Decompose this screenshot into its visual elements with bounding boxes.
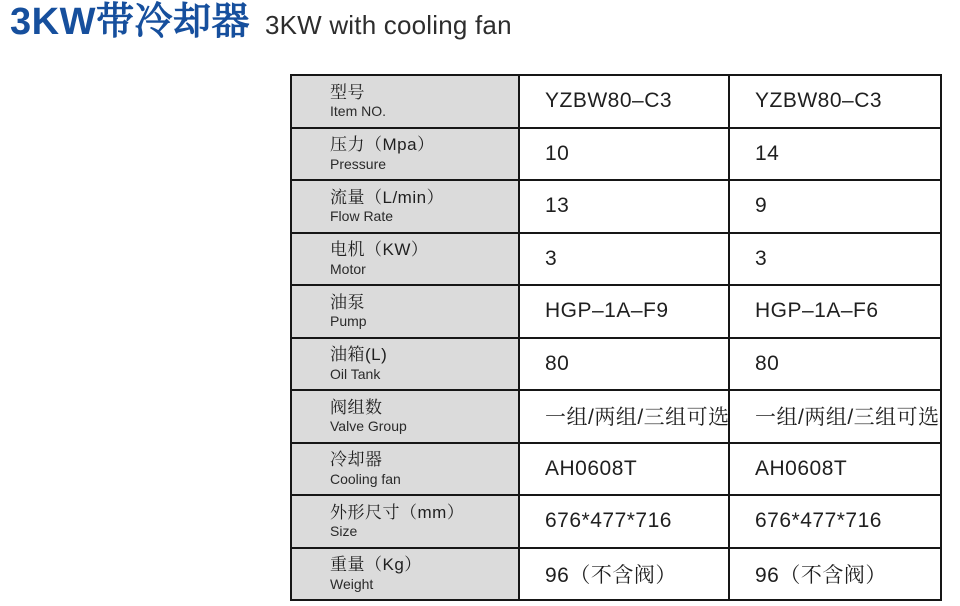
value-cell-2: 676*477*716 bbox=[729, 495, 941, 548]
row-header-cell bbox=[291, 180, 519, 233]
table-row bbox=[291, 128, 941, 181]
row-label-zh: 阀组数 bbox=[330, 397, 383, 417]
row-label-zh: 型号 bbox=[330, 82, 365, 102]
value-cell-1: 10 bbox=[519, 128, 729, 181]
row-header-cell bbox=[291, 233, 519, 286]
table-row bbox=[291, 75, 941, 128]
table-row bbox=[291, 180, 941, 233]
value-cell-2: YZBW80–C3 bbox=[729, 75, 941, 128]
value-cell-1: HGP–1A–F9 bbox=[519, 285, 729, 338]
value-cell-1: 3 bbox=[519, 233, 729, 286]
row-header-cell bbox=[291, 390, 519, 443]
value-cell-2: 96（不含阀） bbox=[729, 548, 941, 601]
row-label-zh: 压力（Mpa） bbox=[330, 135, 435, 155]
value-cell-1: YZBW80–C3 bbox=[519, 75, 729, 128]
table-row bbox=[291, 443, 941, 496]
row-label-en: Item NO. bbox=[330, 103, 387, 120]
table-row bbox=[291, 548, 941, 601]
page-subtitle: 3KW with cooling fan bbox=[264, 10, 512, 40]
row-label-en: Weight bbox=[330, 575, 374, 592]
row-header-cell bbox=[291, 548, 519, 601]
row-label-en: Pressure bbox=[330, 155, 387, 172]
row-label-en: Oil Tank bbox=[330, 365, 381, 382]
value-cell-2: HGP–1A–F6 bbox=[729, 285, 941, 338]
table-row bbox=[291, 390, 941, 443]
value-cell-2: 9 bbox=[729, 180, 941, 233]
page-header bbox=[10, 2, 512, 44]
value-cell-1: 一组/两组/三组可选 bbox=[519, 390, 729, 443]
table-row bbox=[291, 285, 941, 338]
value-cell-1: 676*477*716 bbox=[519, 495, 729, 548]
row-label-en: Pump bbox=[330, 313, 367, 330]
row-header-cell bbox=[291, 75, 519, 128]
row-label-en: Flow Rate bbox=[330, 208, 394, 225]
row-label-zh: 流量（L/min） bbox=[330, 187, 445, 207]
row-label-en: Valve Group bbox=[330, 418, 407, 435]
page-title: 3KW带冷却器 bbox=[10, 1, 250, 43]
row-label-en: Motor bbox=[330, 260, 366, 277]
value-cell-2: 80 bbox=[729, 338, 941, 391]
row-label-zh: 重量（Kg） bbox=[330, 555, 422, 575]
row-label-en: Size bbox=[330, 523, 358, 540]
row-header-cell bbox=[291, 285, 519, 338]
row-label-zh: 冷却器 bbox=[330, 450, 383, 470]
row-header-cell bbox=[291, 338, 519, 391]
value-cell-1: 13 bbox=[519, 180, 729, 233]
row-header-cell bbox=[291, 443, 519, 496]
value-cell-2: 一组/两组/三组可选 bbox=[729, 390, 941, 443]
row-label-zh: 油泵 bbox=[330, 292, 365, 312]
row-header-cell bbox=[291, 495, 519, 548]
table-row bbox=[291, 338, 941, 391]
value-cell-1: 80 bbox=[519, 338, 729, 391]
value-cell-1: AH0608T bbox=[519, 443, 729, 496]
spec-table bbox=[290, 74, 942, 601]
table-row bbox=[291, 495, 941, 548]
row-header-cell bbox=[291, 128, 519, 181]
value-cell-1: 96（不含阀） bbox=[519, 548, 729, 601]
row-label-zh: 电机（KW） bbox=[330, 240, 429, 260]
value-cell-2: 14 bbox=[729, 128, 941, 181]
row-label-zh: 油箱(L) bbox=[330, 345, 388, 365]
value-cell-2: AH0608T bbox=[729, 443, 941, 496]
row-label-en: Cooling fan bbox=[330, 470, 401, 487]
row-label-zh: 外形尺寸（mm） bbox=[330, 502, 465, 522]
table-row bbox=[291, 233, 941, 286]
value-cell-2: 3 bbox=[729, 233, 941, 286]
spec-table-body bbox=[291, 75, 941, 600]
